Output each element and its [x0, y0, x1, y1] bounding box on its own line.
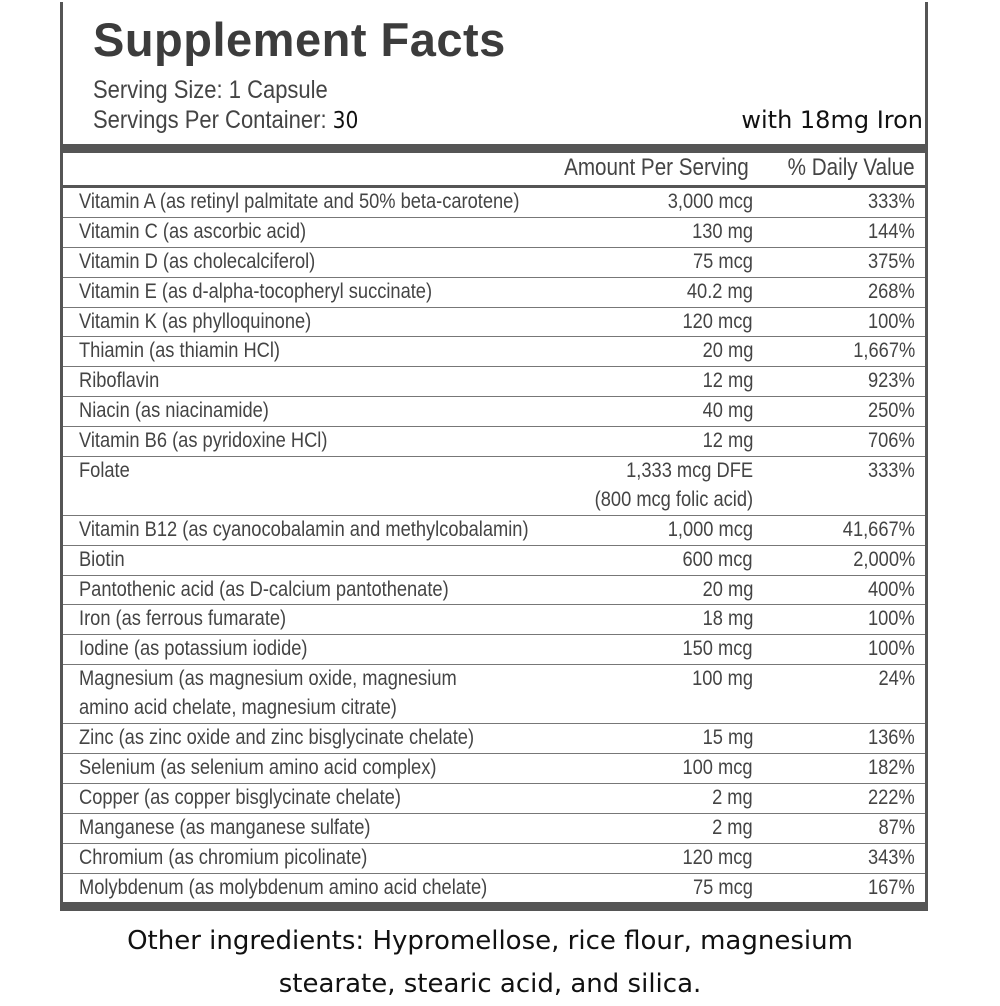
daily-value: 375%	[868, 249, 915, 273]
table-row	[63, 218, 925, 248]
table-row	[63, 397, 925, 427]
amount-per-serving: 15 mg	[702, 726, 753, 750]
nutrient-name: Vitamin K (as phylloquinone)	[79, 309, 312, 333]
daily-value: 87%	[878, 815, 915, 839]
amount-per-serving: 100 mcg	[682, 755, 753, 779]
amount-per-serving: 18 mg	[702, 607, 753, 631]
amount-per-serving: 120 mcg	[682, 845, 753, 869]
daily-value: 182%	[868, 755, 915, 779]
nutrient-name: Niacin (as niacinamide)	[79, 399, 269, 423]
nutrient-name: Vitamin D (as cholecalciferol)	[79, 249, 316, 273]
daily-value: 343%	[868, 845, 915, 869]
table-row	[63, 337, 925, 367]
table-row	[63, 754, 925, 784]
nutrient-name: Iron (as ferrous fumarate)	[79, 607, 287, 631]
iron-note: with 18mg Iron	[741, 106, 923, 134]
nutrient-name: Thiamin (as thiamin HCl)	[79, 339, 281, 363]
daily-value: 24%	[878, 667, 915, 691]
table-row	[63, 784, 925, 814]
table-row	[63, 308, 925, 338]
nutrient-name: Vitamin B6 (as pyridoxine HCl)	[79, 429, 328, 453]
amount-per-serving: 2 mg	[712, 815, 753, 839]
amount-per-serving: 2 mg	[712, 785, 753, 809]
amount-per-serving: 75 mcg	[693, 249, 753, 273]
other-ingredients-line-1: Other ingredients: Hypromellose, rice flour, magnesium	[127, 926, 853, 956]
supplement-facts-panel	[60, 2, 928, 911]
nutrient-name: Folate	[79, 459, 130, 483]
nutrient-name: Biotin	[79, 547, 125, 571]
table-row	[63, 516, 925, 546]
table-row	[63, 457, 925, 516]
amount-per-serving: 100 mg	[692, 667, 753, 691]
servings-label: Servings Per Container:	[93, 106, 327, 134]
amount-per-serving: 1,000 mcg	[667, 517, 753, 541]
table-row	[63, 278, 925, 308]
daily-value: 41,667%	[842, 517, 915, 541]
nutrient-name: Manganese (as manganese sulfate)	[79, 815, 371, 839]
amount-per-serving: 1,333 mcg DFE (800 mcg folic acid)	[594, 459, 753, 511]
amount-per-serving: 600 mcg	[682, 547, 753, 571]
table-row	[63, 248, 925, 278]
daily-value-column-header: % Daily Value	[788, 154, 915, 181]
daily-value: 100%	[868, 637, 915, 661]
daily-value: 136%	[868, 726, 915, 750]
amount-per-serving: 130 mg	[692, 219, 753, 243]
serving-size: Serving Size: 1 Capsule	[93, 76, 328, 104]
bottom-bar	[63, 902, 925, 911]
nutrient-name: Selenium (as selenium amino acid complex)	[79, 755, 437, 779]
nutrient-name: Copper (as copper bisglycinate chelate)	[79, 785, 401, 809]
table-row	[63, 665, 925, 724]
servings-per-container	[93, 105, 358, 136]
table-row	[63, 724, 925, 754]
table-row	[63, 546, 925, 576]
daily-value: 923%	[868, 369, 915, 393]
nutrient-name: Pantothenic acid (as D-calcium pantothenate)	[79, 577, 449, 601]
daily-value: 400%	[868, 577, 915, 601]
daily-value: 250%	[868, 399, 915, 423]
nutrient-name: Vitamin E (as d-alpha-tocopheryl succinate)	[79, 279, 433, 303]
other-ingredients	[50, 920, 930, 1006]
nutrient-name: Riboflavin	[79, 369, 160, 393]
amount-per-serving: 12 mg	[702, 429, 753, 453]
daily-value: 1,667%	[853, 339, 915, 363]
daily-value: 2,000%	[853, 547, 915, 571]
amount-per-serving: 12 mg	[702, 369, 753, 393]
amount-per-serving: 20 mg	[702, 339, 753, 363]
daily-value: 100%	[868, 607, 915, 631]
nutrient-name: Chromium (as chromium picolinate)	[79, 845, 368, 869]
amount-per-serving: 120 mcg	[682, 309, 753, 333]
table-row	[63, 427, 925, 457]
nutrient-name: Vitamin B12 (as cyanocobalamin and methylcobalamin)	[79, 517, 529, 541]
nutrient-name: Molybdenum (as molybdenum amino acid chelate)	[79, 875, 488, 899]
servings-value: 30	[332, 108, 359, 134]
amount-per-serving: 3,000 mcg	[667, 190, 753, 213]
amount-per-serving: 40.2 mg	[686, 279, 753, 303]
table-row	[63, 635, 925, 665]
amount-column-header: Amount Per Serving	[564, 154, 749, 181]
panel-title: Supplement Facts	[93, 13, 506, 66]
daily-value: 706%	[868, 429, 915, 453]
table-row	[63, 874, 925, 904]
nutrient-name: Zinc (as zinc oxide and zinc bisglycinate chelate)	[79, 726, 475, 750]
daily-value: 100%	[868, 309, 915, 333]
amount-per-serving: 40 mg	[702, 399, 753, 423]
nutrient-table	[63, 188, 925, 903]
nutrient-name: Vitamin A (as retinyl palmitate and 50% beta-carotene)	[79, 190, 520, 213]
table-row	[63, 188, 925, 218]
nutrient-name: Magnesium (as magnesium oxide, magnesium amino acid chelate, magnesium citrate)	[79, 667, 457, 719]
daily-value: 222%	[868, 785, 915, 809]
table-row	[63, 844, 925, 874]
table-row	[63, 814, 925, 844]
amount-per-serving: 150 mcg	[682, 637, 753, 661]
amount-per-serving: 75 mcg	[693, 875, 753, 899]
nutrient-name: Iodine (as potassium iodide)	[79, 637, 308, 661]
serving-info	[93, 75, 358, 136]
daily-value: 268%	[868, 279, 915, 303]
table-row	[63, 367, 925, 397]
table-row	[63, 576, 925, 606]
nutrient-name: Vitamin C (as ascorbic acid)	[79, 219, 307, 243]
column-header	[63, 152, 925, 188]
panel-header	[63, 2, 925, 153]
daily-value: 167%	[868, 875, 915, 899]
amount-per-serving: 20 mg	[702, 577, 753, 601]
daily-value: 333%	[868, 190, 915, 213]
other-ingredients-line-2: stearate, stearic acid, and silica.	[278, 969, 702, 999]
daily-value: 144%	[868, 219, 915, 243]
table-row	[63, 605, 925, 635]
daily-value: 333%	[868, 459, 915, 483]
